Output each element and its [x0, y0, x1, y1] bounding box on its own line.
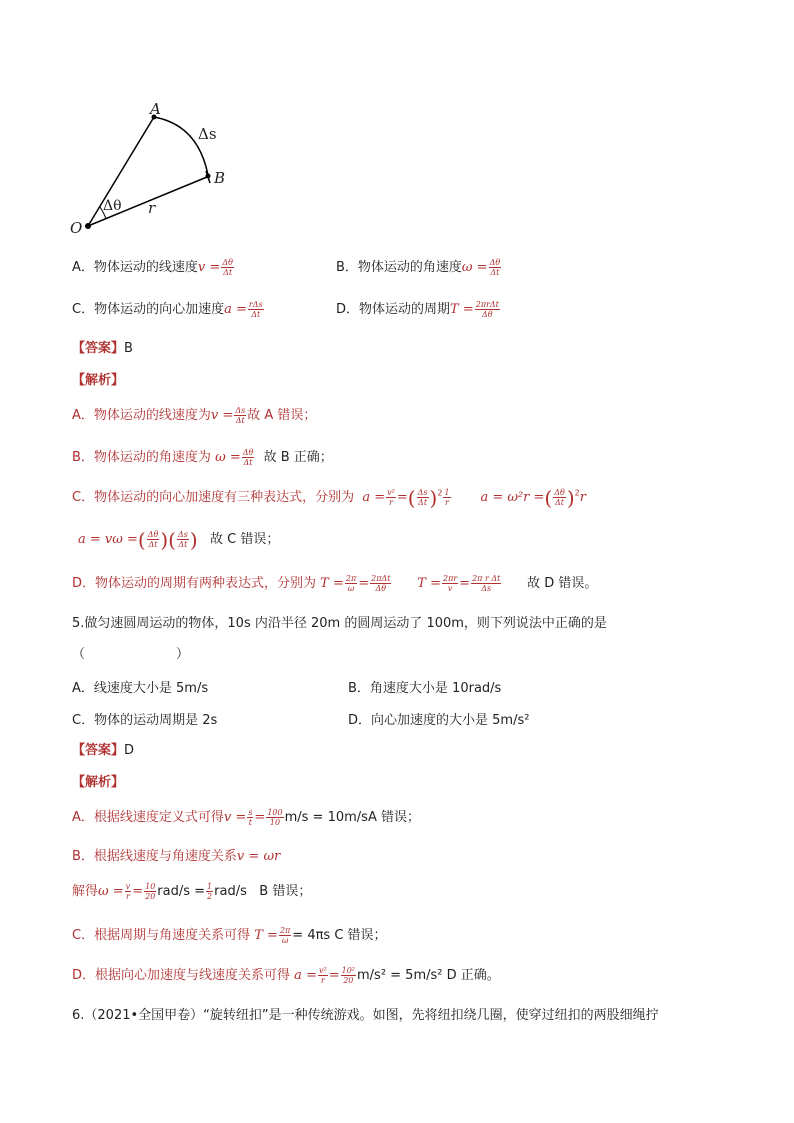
q4-option-a: A．物体运动的线速度v = $\frac{\Delta\theta}{\Delta t}$ [72, 258, 233, 277]
label-r: r [148, 199, 156, 217]
label-a: A [150, 100, 161, 118]
q4-analysis-label: 【解析】 [72, 373, 125, 388]
label-o: O [70, 219, 83, 237]
q4-exp-a: A．物体运动的线速度为v = $\frac{\Delta s}{\Delta t}$ 故 A 错误； [72, 406, 317, 425]
q4-exp-b: B．物体运动的角速度为 ω = $\frac{\Delta\theta}{\Delta t}$ 故 B 正确； [72, 448, 333, 467]
q5-option-a: A．线速度大小是 5m/s [72, 681, 209, 696]
q5-option-d: D．向心加速度的大小是 5m/s² [348, 713, 530, 728]
q5-analysis-label: 【解析】 [72, 775, 125, 790]
q5-option-b: B．角速度大小是 10rad/s [348, 681, 502, 696]
q5-exp-a: A．根据线速度定义式可得v = $\frac{s}{t}$ = $\frac{100}{10}$ m/s = 10m/sA 错误； [72, 808, 420, 827]
q6-stem: 6.（2021•全国甲卷）“旋转纽扣”是一种传统游戏。如图，先将纽扣绕几圈，使穿过纽扣的两股细绳拧 [72, 1008, 659, 1023]
q5-exp-b: B．根据线速度与角速度关系v = ωr [72, 849, 281, 864]
q5-exp-d: D．根据向心加速度与线速度关系可得 a = $\frac{\text{v²}}{r}$ = $\frac{\text{10²}}{20}$ m/s² = 5m/s² D 正确。 [72, 966, 500, 985]
q4-exp-c2: a = vω =( $\frac{\Delta\theta}{\Delta t}$ )( $\frac{\Delta s}{\Delta t}$ ) 故 C 错误； [78, 527, 280, 552]
q4-answer: 【答案】B [72, 341, 133, 356]
q4-exp-d: D．物体运动的周期有两种表达式，分别为 T = $\frac{2\pi}{\omega}$ = $\frac{\text{2πΔt}}{\Delta\theta}$ T = $\frac{2\pi r}{v}$ = $\frac{\text{2π r Δt}}{\Delta s}$ 故 D 错误。 [72, 574, 598, 593]
label-b: B [214, 169, 226, 187]
q4-option-d: D．物体运动的周期T = $\frac{\text{2πrΔt}}{\Delta\theta}$ [336, 300, 499, 319]
label-dtheta: Δθ [103, 198, 122, 214]
q5-option-c: C．物体的运动周期是 2s [72, 713, 218, 728]
label-ds: Δs [198, 125, 217, 143]
q5-exp-c: C．根据周期与角速度关系可得 T = $\frac{2\pi}{\omega}$ = 4πs C 错误； [72, 926, 387, 945]
q4-option-b: B．物体运动的角速度ω = $\frac{\Delta\theta}{\Delta t}$ [336, 258, 501, 277]
q5-stem: 5.做匀速圆周运动的物体，10s 内沿半径 20m 的圆周运动了 100m，则下列说法中正确的是 [72, 616, 607, 631]
q4-option-c: C．物体运动的向心加速度a = $\frac{\text{rΔs}}{\Delta t}$ [72, 300, 263, 319]
q5-answer: 【答案】D [72, 743, 135, 758]
q5-exp-b2: 解得ω = $\frac{v}{r}$ = $\frac{10}{20}$ rad/s = $\frac{1}{2}$ rad/s B 错误； [72, 882, 312, 901]
q5-paren: （ ） [72, 647, 190, 662]
point-o [85, 223, 91, 229]
q4-exp-c: C．物体运动的向心加速度有三种表达式，分别为 a = $\frac{\text{v²}}{r}$ =( $\frac{\Delta s}{\Delta t}$ )$^2$ $\frac{1}{r}$ a = ω²r =( $\frac{\Delta\theta}{\Delta t}$ )$^2$r [72, 485, 586, 510]
